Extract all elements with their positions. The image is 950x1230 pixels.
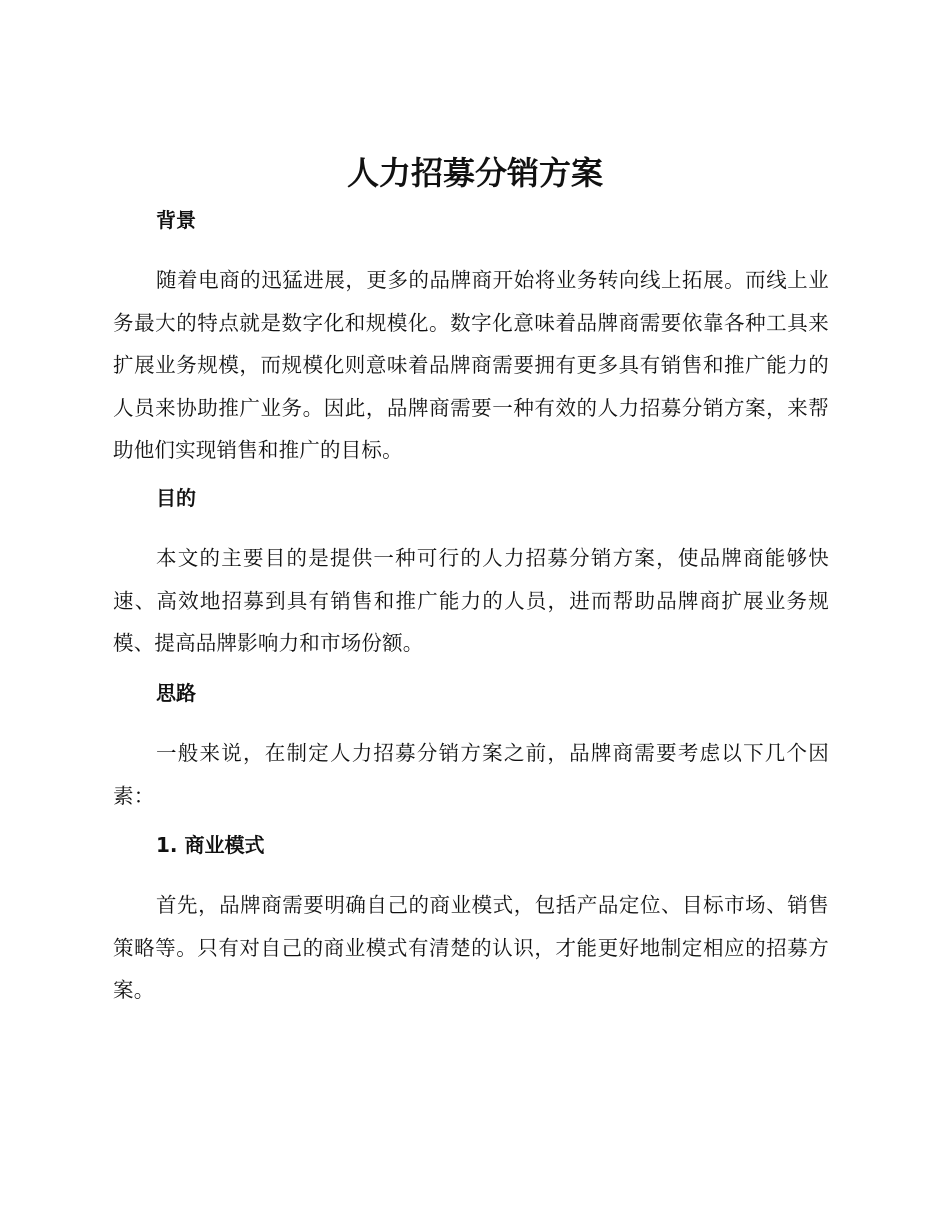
section-paragraph: 本文的主要目的是提供一种可行的人力招募分销方案，使品牌商能够快速、高效地招募到具有销售和推广能力的人员，进而帮助品牌商扩展业务规模、提高品牌影响力和市场份额。	[113, 546, 829, 655]
section-background	[113, 207, 829, 472]
section-heading: 思路	[156, 681, 196, 705]
section-business-model	[113, 832, 829, 1012]
section-paragraph: 一般来说，在制定人力招募分销方案之前，品牌商需要考虑以下几个因素：	[113, 741, 829, 808]
section-heading: 1. 商业模式	[156, 833, 265, 857]
document-title: 人力招募分销方案	[346, 154, 603, 192]
section-approach	[113, 680, 829, 817]
section-heading: 目的	[156, 486, 196, 510]
section-paragraph: 首先，品牌商需要明确自己的商业模式，包括产品定位、目标市场、销售策略等。只有对自己的商业模式有清楚的认识，才能更好地制定相应的招募方案。	[113, 893, 829, 1002]
section-purpose	[113, 485, 829, 665]
section-paragraph: 随着电商的迅猛进展，更多的品牌商开始将业务转向线上拓展。而线上业务最大的特点就是数字化和规模化。数字化意味着品牌商需要依靠各种工具来扩展业务规模，而规模化则意味着品牌商需要拥有更多具有销售和推广能力的人员来协助推广业务。因此，品牌商需要一种有效的人力招募分销方案，来帮助他们实现销售和推广的目标。	[113, 268, 829, 462]
section-heading: 背景	[156, 208, 196, 232]
